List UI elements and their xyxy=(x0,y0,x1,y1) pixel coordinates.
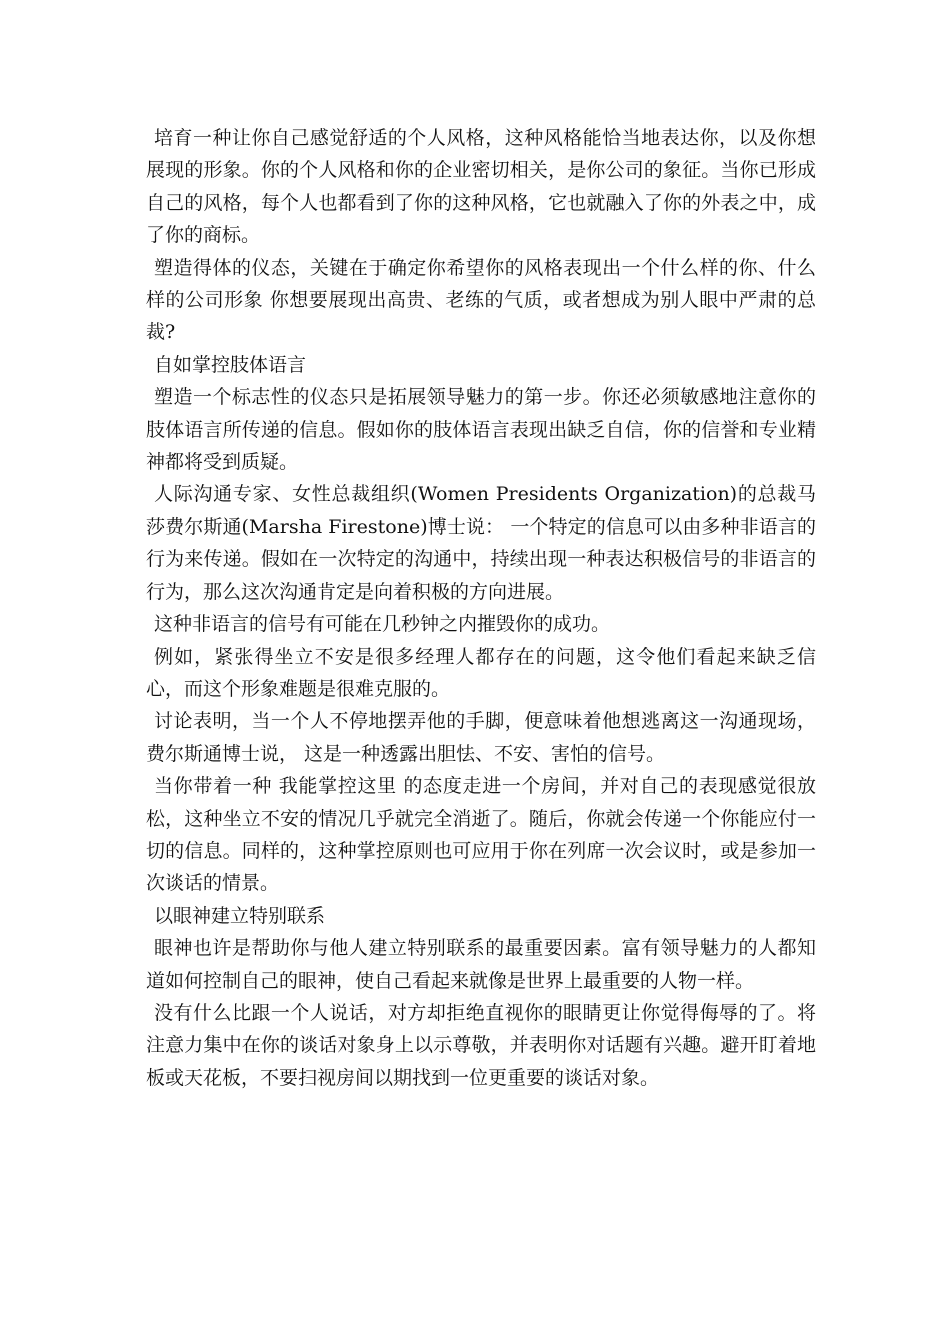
paragraph-eye-contact-respect: 没有什么比跟一个人说话，对方却拒绝直视你的眼睛更让你觉得侮辱的了。将注意力集中在你的谈话对象身上以示尊敬，并表明你对话题有兴趣。避开盯着地板或天花板，不要扫视房间以期找到一位更重要的谈话对象。 xyxy=(146,1001,816,1089)
section-heading-body-language: 自如掌控肢体语言 xyxy=(154,353,307,376)
paragraph-firestone-quote: 人际沟通专家、女性总裁组织(Women Presidents Organization)的总裁马莎费尔斯通(Marsha Firestone)博士说： 一个特定的信息可以由多种非语言的行为来传递。假如在一次特定的沟通中，持续出现一种表达积极信号的非语言的行为，那么这次沟通肯定是向着积极的方向进展。 xyxy=(146,483,816,603)
paragraph-nonverbal-risk: 这种非语言的信号有可能在几秒钟之内摧毁你的成功。 xyxy=(154,613,611,636)
section-heading-eye-contact: 以眼神建立特别联系 xyxy=(154,904,326,927)
paragraph-appropriate-demeanor: 塑造得体的仪态，关键在于确定你希望你的风格表现出一个什么样的你、什么样的公司形象 你想要展现出高贵、老练的气质，或者想成为别人眼中严肃的总裁? xyxy=(146,256,816,344)
paragraph-discussion-findings: 讨论表明，当一个人不停地摆弄他的手脚，便意味着他想逃离这一沟通现场，费尔斯通博士说， 这是一种透露出胆怯、不安、害怕的信号。 xyxy=(146,710,816,765)
paragraph-eye-contact-importance: 眼神也许是帮助你与他人建立特别联系的最重要因素。富有领导魅力的人都知道如何控制自己的眼神，使自己看起来就像是世界上最重要的人物一样。 xyxy=(146,937,816,992)
paragraph-fidgeting-example: 例如，紧张得坐立不安是很多经理人都存在的问题，这令他们看起来缺乏信心，而这个形象难题是很难克服的。 xyxy=(146,645,816,700)
paragraph-in-control-attitude: 当你带着一种 我能掌控这里 的态度走进一个房间，并对自己的表现感觉很放松，这种坐立不安的情况几乎就完全消逝了。随后，你就会传递一个你能应付一切的信息。同样的，这种掌控原则也可应用于你在列席一次会议时，或是参加一次谈话的情景。 xyxy=(146,775,816,895)
paragraph-personal-style: 培育一种让你自己感觉舒适的个人风格，这种风格能恰当地表达你，以及你想展现的形象。你的个人风格和你的企业密切相关，是你公司的象征。当你已形成自己的风格，每个人也都看到了你的这种风格，它也就融入了你的外表之中，成了你的商标。 xyxy=(146,127,816,247)
paragraph-body-language-signals: 塑造一个标志性的仪态只是拓展领导魅力的第一步。你还必须敏感地注意你的肢体语言所传递的信息。假如你的肢体语言表现出缺乏自信，你的信誉和专业精神都将受到质疑。 xyxy=(146,386,816,474)
document-body xyxy=(146,122,816,1094)
